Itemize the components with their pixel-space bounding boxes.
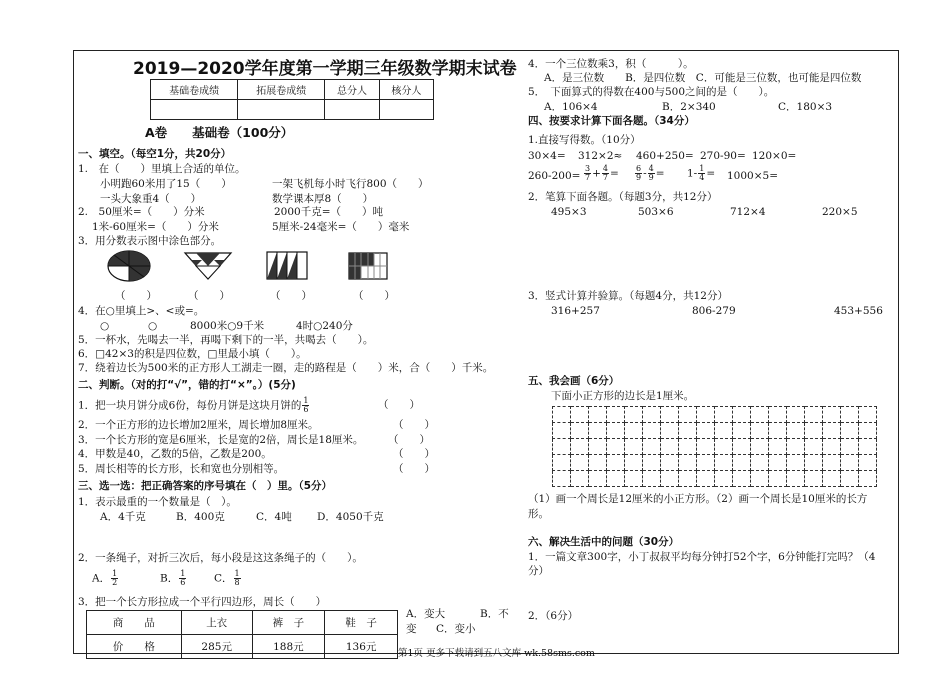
fraction <box>648 165 655 182</box>
s1-heading: 一、填空。（每空1分，共20分） <box>78 148 232 160</box>
grid-cell[interactable] <box>553 439 571 455</box>
s3-heading: 三、选一选：把正确答案的序号填在（ ）里。（5分） <box>78 480 333 492</box>
grid-cell[interactable] <box>679 439 697 455</box>
numerator: 1 <box>180 569 186 578</box>
grid-cell[interactable] <box>643 471 661 487</box>
score-cell-checker[interactable] <box>379 100 433 120</box>
numerator: 1 <box>699 164 705 173</box>
grid-cell[interactable] <box>859 439 877 455</box>
s3-q2-opt-b[interactable] <box>160 570 187 587</box>
s1-q4: 4．在○里填上>、<或=。 <box>78 305 205 317</box>
grid-cell[interactable] <box>607 439 625 455</box>
denominator: 9 <box>636 173 642 182</box>
numerator: 6 <box>636 164 642 173</box>
grid-cell[interactable] <box>733 423 751 439</box>
grid-row <box>553 407 877 423</box>
s2-q5-blank[interactable]: （ ） <box>393 463 435 475</box>
grid-cell[interactable] <box>589 423 607 439</box>
price-header-jacket: 上衣 <box>181 611 252 635</box>
s6-q1: 1．一篇文章300字，小丁叔叔平均每分钟打52个字，6分钟能打完吗？（4 <box>528 551 876 563</box>
grid-cell[interactable] <box>805 423 823 439</box>
s1-q7: 7．绕着边长为500米的正方形人工湖走一圈，走的路程是（ ）米，合（ ）千米。 <box>78 362 494 374</box>
s1-q5: 5．一杯水，先喝去一半，再喝下剩下的一半，共喝去（ ）。 <box>78 334 374 346</box>
grid-cell[interactable] <box>769 439 787 455</box>
grid-cell[interactable] <box>553 455 571 471</box>
s2-q4: 4．甲数是40，乙数的5倍，乙数是200。 <box>78 448 272 460</box>
s4-p2-item-4: 220×5 <box>822 206 858 218</box>
s3-q1-opt-b[interactable]: B．400克 <box>176 511 225 523</box>
numerator: 4 <box>648 164 654 173</box>
grid-cell[interactable] <box>823 439 841 455</box>
grid-cell[interactable] <box>769 423 787 439</box>
page-title: 2019—2020学年度第一学期三年级数学期末试卷 <box>133 59 517 79</box>
grid-cell[interactable] <box>607 471 625 487</box>
s4-row2-d <box>687 165 715 182</box>
s1-q2c: 1米-60厘米=（ ）分米 <box>92 221 219 233</box>
s3-q4: 4．一个三位数乘3，积（ ）。 <box>528 58 694 70</box>
s4-p1: 1.直接写得数。（10分） <box>528 134 641 146</box>
s3-q2-opt-c[interactable] <box>214 570 242 587</box>
grid-row <box>553 455 877 471</box>
grid-cell[interactable] <box>841 471 859 487</box>
s3-q3-opt-b-cont: 变 <box>406 623 417 635</box>
s4-heading: 四、按要求计算下面各题。（34分） <box>528 115 695 127</box>
option-fraction <box>234 570 241 587</box>
figure-circle <box>106 250 152 282</box>
grid-cell[interactable] <box>715 455 733 471</box>
s2-q1-fraction <box>302 397 309 414</box>
grid-cell[interactable] <box>571 439 589 455</box>
grid-cell[interactable] <box>841 439 859 455</box>
grid-cell[interactable] <box>841 407 859 423</box>
figure-blank-3[interactable]: （ ） <box>270 290 312 302</box>
figure-parallelogram <box>266 251 308 281</box>
grid-cell[interactable] <box>643 423 661 439</box>
price-shoes: 136元 <box>325 635 398 659</box>
s3-q5-opt-b[interactable]: B．2×340 <box>662 101 716 113</box>
grid-cell[interactable] <box>805 407 823 423</box>
s6-q1-cont: 分） <box>528 565 549 577</box>
option-label: B． <box>160 572 179 585</box>
s4-row2-b <box>583 165 619 182</box>
s4-row2-c <box>634 165 665 182</box>
grid-cell[interactable] <box>805 455 823 471</box>
s6-heading: 六、解决生活中的问题（30分） <box>528 536 680 548</box>
grid-cell[interactable] <box>607 423 625 439</box>
grid-cell[interactable] <box>553 407 571 423</box>
score-header-total: 总分人 <box>325 80 379 100</box>
grid-cell[interactable] <box>643 439 661 455</box>
s4-p3-item-3: 453+556 <box>834 305 883 317</box>
grid-cell[interactable] <box>589 455 607 471</box>
s4-p2-item-1: 495×3 <box>551 206 587 218</box>
s2-q2-blank[interactable]: （ ） <box>393 419 435 431</box>
s1-q4a[interactable]: ○ <box>100 320 110 332</box>
s1-q4d: 4时○240分 <box>296 320 353 332</box>
s1-q1: 1. 在（ ）里填上合适的单位。 <box>78 163 246 175</box>
price-row-label: 价 格 <box>87 635 182 659</box>
grid-cell[interactable] <box>607 455 625 471</box>
operator: + <box>592 167 601 180</box>
grid-cell[interactable] <box>805 439 823 455</box>
figure-blank-2[interactable]: （ ） <box>188 290 230 302</box>
numerator: 4 <box>602 164 608 173</box>
s3-q1: 1．表示最重的一个数量是（ ）。 <box>78 496 237 508</box>
s2-q1 <box>78 397 310 414</box>
s1-q1a: 小明跑60米用了15（ ） <box>100 178 232 190</box>
s3-q1-opt-c[interactable]: C．4吨 <box>256 511 292 523</box>
denominator: 9 <box>648 173 654 182</box>
price-table <box>86 610 398 659</box>
s4-p2: 2．笔算下面各题。（每题3分，共12分） <box>528 191 718 203</box>
grid-cell[interactable] <box>679 455 697 471</box>
numerator: 1 <box>234 569 240 578</box>
grid-cell[interactable] <box>661 423 679 439</box>
s5-task-line-1: （1）画一个周长是12厘米的小正方形。（2）画一个周长是10厘米的长方 <box>528 493 868 505</box>
figure-blank-1[interactable]: （ ） <box>115 290 157 302</box>
grid-cell[interactable] <box>607 407 625 423</box>
score-cell-extended[interactable] <box>238 100 325 120</box>
s1-q1b: 一架飞机每小时飞行800（ ） <box>272 178 429 190</box>
score-table <box>150 79 434 120</box>
score-cell-basic[interactable] <box>151 100 238 120</box>
s3-q3-opt-c[interactable]: C．变小 <box>436 623 476 635</box>
s3-q3: 3．把一个长方形拉成一个平行四边形，周长（ ） <box>78 596 327 608</box>
grid-cell[interactable] <box>625 423 643 439</box>
equals: = <box>610 167 619 180</box>
equals: = <box>706 167 716 180</box>
grid-row <box>553 471 877 487</box>
grid-cell[interactable] <box>823 423 841 439</box>
grid-cell[interactable] <box>715 439 733 455</box>
grid-cell[interactable] <box>787 423 805 439</box>
s4-row2-e: 1000×5= <box>727 170 778 182</box>
section-a-title: A卷 基础卷（100分） <box>145 125 294 140</box>
grid-cell[interactable] <box>841 455 859 471</box>
score-header-checker: 核分人 <box>379 80 433 100</box>
s1-q2b: 2000千克=（ ）吨 <box>274 206 384 218</box>
s2-q4-blank[interactable]: （ ） <box>393 448 435 460</box>
fraction <box>584 165 591 182</box>
grid-cell[interactable] <box>589 471 607 487</box>
s2-q2: 2．一个正方形的边长增加2厘米，周长增加8厘米。 <box>78 419 319 431</box>
s4-p2-item-3: 712×4 <box>730 206 766 218</box>
score-cell-total[interactable] <box>325 100 379 120</box>
page-footer: 第1页 更多下载请到五八文库 wk.58sms.com <box>398 648 595 659</box>
expression: 1- <box>687 167 698 180</box>
score-header-basic: 基础卷成绩 <box>151 80 238 100</box>
s2-q3: 3．一个长方形的宽是6厘米，长是宽的2倍，周长是18厘米。 <box>78 434 364 446</box>
grid-cell[interactable] <box>841 423 859 439</box>
figure-triangle <box>183 251 233 281</box>
s1-q2a: 2. 50厘米=（ ）分米 <box>78 206 205 218</box>
s4-row1-b: 312×2≈ <box>578 150 623 162</box>
grid-cell[interactable] <box>823 455 841 471</box>
s1-q1d: 数学课本厚8（ ） <box>272 193 374 205</box>
option-fraction <box>111 570 118 587</box>
grid-cell[interactable] <box>787 439 805 455</box>
grid-cell[interactable] <box>625 471 643 487</box>
grid-cell[interactable] <box>715 471 733 487</box>
s6-q2: 2．（6分） <box>528 610 579 622</box>
fraction <box>698 165 705 182</box>
numerator: 3 <box>585 164 591 173</box>
s4-row1-e: 120×0= <box>752 150 797 162</box>
grid-cell[interactable] <box>769 407 787 423</box>
grid-cell[interactable] <box>859 407 877 423</box>
grid-cell[interactable] <box>823 471 841 487</box>
grid-cell[interactable] <box>697 407 715 423</box>
s3-q5-opt-a[interactable]: A．106×4 <box>544 101 598 113</box>
grid-cell[interactable] <box>661 439 679 455</box>
grid-cell[interactable] <box>553 471 571 487</box>
s4-p3: 3．竖式计算并验算。（每题4分，共12分） <box>528 290 728 302</box>
s2-q3-blank[interactable]: （ ） <box>388 434 430 446</box>
grid-cell[interactable] <box>589 439 607 455</box>
grid-cell[interactable] <box>751 407 769 423</box>
figure-blank-4[interactable]: （ ） <box>353 290 395 302</box>
s3-q1-opt-d[interactable]: D．4050千克 <box>317 511 384 523</box>
denominator: 6 <box>180 578 186 587</box>
grid-cell[interactable] <box>679 407 697 423</box>
fraction <box>602 165 609 182</box>
s1-q4b[interactable]: ○ <box>148 320 158 332</box>
price-pants: 188元 <box>252 635 325 659</box>
s4-row2-a: 260-200= <box>528 170 581 182</box>
grid-cell[interactable] <box>571 423 589 439</box>
grid-cell[interactable] <box>625 439 643 455</box>
score-header-extended: 拓展卷成绩 <box>238 80 325 100</box>
denominator: 2 <box>112 578 118 587</box>
s1-q6: 6．□42×3的积是四位数，□里最小填（ ）。 <box>78 348 307 360</box>
denominator: 6 <box>303 405 309 414</box>
grid-cell[interactable] <box>643 407 661 423</box>
s3-q1-opt-a[interactable]: A．4千克 <box>100 511 146 523</box>
grid-cell[interactable] <box>805 471 823 487</box>
s1-q1c: 一头大象重4（ ） <box>100 193 202 205</box>
grid-cell[interactable] <box>859 471 877 487</box>
grid-cell[interactable] <box>751 455 769 471</box>
drawing-grid[interactable] <box>552 406 877 487</box>
price-header-pants: 裤 子 <box>252 611 325 635</box>
grid-cell[interactable] <box>715 407 733 423</box>
grid-cell[interactable] <box>571 407 589 423</box>
grid-cell[interactable] <box>751 423 769 439</box>
operator: - <box>643 167 647 180</box>
price-header-item: 商 品 <box>87 611 182 635</box>
grid-cell[interactable] <box>553 423 571 439</box>
grid-cell[interactable] <box>697 471 715 487</box>
s2-q1-text: 1．把一块月饼分成6份，每份月饼是这块月饼的 <box>78 399 302 412</box>
grid-cell[interactable] <box>589 407 607 423</box>
denominator: 7 <box>585 173 591 182</box>
s5-desc: 下面小正方形的边长是1厘米。 <box>551 390 695 402</box>
numerator: 1 <box>112 569 118 578</box>
s4-p3-item-1: 316+257 <box>551 305 600 317</box>
s3-q5: 5． 下面算式的得数在400与500之间的是（ ）。 <box>528 86 775 98</box>
s4-row1-c: 460+250= <box>636 150 694 162</box>
grid-cell[interactable] <box>697 439 715 455</box>
s3-q2: 2．一条绳子，对折三次后，每小段是这这条绳子的（ ）。 <box>78 552 363 564</box>
s2-q5: 5．周长相等的长方形，长和宽也分别相等。 <box>78 463 285 475</box>
grid-row <box>553 439 877 455</box>
s2-q1-blank[interactable]: （ ） <box>378 399 420 411</box>
grid-cell[interactable] <box>661 455 679 471</box>
grid-cell[interactable] <box>787 471 805 487</box>
s5-heading: 五、我会画（6分） <box>528 375 620 387</box>
s3-q3-opt-a[interactable]: A．变大 <box>406 608 446 620</box>
s1-q4c: 8000米○9千米 <box>190 320 265 332</box>
grid-cell[interactable] <box>769 471 787 487</box>
grid-cell[interactable] <box>859 455 877 471</box>
grid-cell[interactable] <box>769 455 787 471</box>
grid-cell[interactable] <box>697 423 715 439</box>
grid-cell[interactable] <box>751 439 769 455</box>
grid-cell[interactable] <box>679 423 697 439</box>
s4-p2-item-2: 503×6 <box>638 206 674 218</box>
denominator: 4 <box>699 173 705 182</box>
grid-cell[interactable] <box>643 455 661 471</box>
s3-q4-options[interactable]: A．是三位数 B．是四位数 C．可能是三位数，也可能是四位数 <box>544 72 862 84</box>
grid-cell[interactable] <box>625 407 643 423</box>
s1-q2d: 5厘米-24毫米=（ ）毫米 <box>272 221 410 233</box>
grid-row <box>553 423 877 439</box>
s2-heading: 二、判断。（对的打“√”，错的打“×”。）(5分) <box>78 379 296 391</box>
s4-row1-d: 270-90= <box>700 150 746 162</box>
grid-cell[interactable] <box>787 407 805 423</box>
figure-grid-rect <box>348 252 388 282</box>
grid-cell[interactable] <box>787 455 805 471</box>
s1-q3: 3．用分数表示图中涂色部分。 <box>78 235 222 247</box>
price-header-shoes: 鞋 子 <box>325 611 398 635</box>
grid-cell[interactable] <box>823 407 841 423</box>
denominator: 7 <box>602 173 608 182</box>
grid-cell[interactable] <box>733 455 751 471</box>
option-label: A． <box>92 572 111 585</box>
grid-cell[interactable] <box>751 471 769 487</box>
fraction <box>635 165 642 182</box>
s3-q5-opt-c[interactable]: C．180×3 <box>778 101 833 113</box>
grid-cell[interactable] <box>625 455 643 471</box>
grid-cell[interactable] <box>661 471 679 487</box>
price-jacket: 285元 <box>181 635 252 659</box>
s5-task-line-2: 形。 <box>528 508 549 520</box>
grid-cell[interactable] <box>733 471 751 487</box>
s3-q3-opt-b[interactable]: B．不 <box>480 608 509 620</box>
s3-q2-opt-a[interactable] <box>92 570 119 587</box>
option-fraction <box>179 570 186 587</box>
s4-row1-a: 30×4= <box>528 150 566 162</box>
grid-cell[interactable] <box>697 455 715 471</box>
equals: = <box>655 167 665 180</box>
denominator: 8 <box>234 578 240 587</box>
option-label: C． <box>214 572 233 585</box>
grid-cell[interactable] <box>733 407 751 423</box>
numerator: 1 <box>303 396 309 405</box>
grid-cell[interactable] <box>859 423 877 439</box>
grid-cell[interactable] <box>571 471 589 487</box>
grid-cell[interactable] <box>679 471 697 487</box>
grid-cell[interactable] <box>733 439 751 455</box>
grid-cell[interactable] <box>661 407 679 423</box>
s4-p3-item-2: 806-279 <box>692 305 736 317</box>
grid-cell[interactable] <box>571 455 589 471</box>
grid-cell[interactable] <box>715 423 733 439</box>
